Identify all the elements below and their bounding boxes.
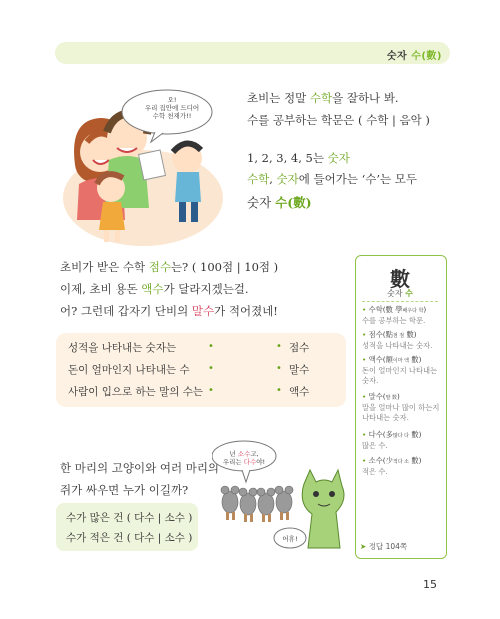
- hanja-note: 적다 소: [392, 459, 409, 465]
- vocab-item-amount: [362, 355, 442, 386]
- vocab-desc: 성적을 나타내는 숫자.: [362, 341, 433, 350]
- intro-line-1: [247, 90, 399, 106]
- text-span: 數): [404, 330, 417, 339]
- text-span: 가 달라지겠는걸.: [163, 282, 249, 296]
- bubble-line: 우리 집안에 드디어: [144, 104, 200, 112]
- highlight-amount: 액수: [141, 282, 164, 296]
- text-span: 숫자: [387, 289, 406, 298]
- intro-line-3: [247, 150, 350, 166]
- matching-dot-left[interactable]: •: [208, 385, 214, 396]
- intro-line-5: [247, 193, 312, 211]
- text-span: 수: [405, 289, 413, 298]
- text-span: ,: [269, 172, 277, 186]
- vocab-term: 수학(數 學: [368, 305, 403, 314]
- vocab-desc: 수를 공부하는 학문.: [362, 316, 426, 325]
- text-span: 야!: [256, 458, 266, 466]
- text-span: 넌: [229, 450, 238, 458]
- bullet: •: [362, 392, 367, 401]
- text-span: 1, 2, 3, 4, 5는: [247, 151, 328, 165]
- text-span: ): [397, 392, 400, 401]
- matching-right: 말수: [289, 364, 310, 376]
- bubble-line: [219, 450, 269, 458]
- vocab-term: 말수(: [368, 392, 386, 401]
- highlight-math: 수학: [309, 91, 333, 105]
- page-number: 15: [423, 578, 437, 591]
- vocab-desc: 돈이 얼마인지 나타내는: [362, 366, 438, 375]
- text-span: ): [423, 305, 427, 314]
- matching-list: [68, 340, 338, 406]
- text-span: 는? ( 100점 | 10점 ): [170, 260, 279, 274]
- vocab-term: 소수(少: [368, 456, 393, 465]
- matching-dot-right[interactable]: •: [276, 385, 282, 396]
- hanja-note: 이마 액: [392, 358, 409, 364]
- matching-right: 액수: [289, 386, 310, 398]
- text-span: 숫자: [247, 195, 276, 210]
- text-span: 초비가 받은 수학: [60, 260, 149, 274]
- bubble-line: 오!: [167, 96, 177, 104]
- vocab-item-words: [362, 392, 442, 423]
- bullet: •: [362, 430, 367, 439]
- highlight-numeral: 숫자: [276, 172, 299, 186]
- text-span: 우리는: [222, 458, 244, 466]
- text-span: 어? 그런데 갑자기 단비의: [60, 304, 192, 318]
- vocab-desc: 숫자.: [362, 376, 379, 385]
- highlight-math: 수학: [247, 172, 270, 186]
- text-span: 數): [408, 456, 422, 465]
- sidebar-hanja: 數: [390, 267, 410, 291]
- vocab-term: 액수(額: [368, 355, 393, 364]
- answer-label: 정답: [368, 542, 384, 551]
- text-span: 數): [408, 355, 422, 364]
- quiz1-line-3: [60, 303, 278, 319]
- cat-speech-bubble: 어휴!: [282, 535, 298, 543]
- highlight-minority: 소수: [237, 450, 251, 458]
- matching-dot-left[interactable]: •: [208, 363, 214, 374]
- bullet: •: [362, 355, 367, 364]
- family-speech-bubble: [127, 96, 217, 120]
- matching-dot-right[interactable]: •: [276, 363, 282, 374]
- sidebar-title: [372, 288, 428, 299]
- text-span: 이제, 초비 용돈: [60, 282, 142, 296]
- bullet: •: [362, 330, 367, 339]
- text-span: 초비는 정말: [247, 91, 310, 105]
- quiz2-option-many[interactable]: 수가 많은 건 ( 다수 | 소수 ): [66, 512, 193, 524]
- intro-line-4: [247, 171, 417, 187]
- matching-left: 사람이 입으로 하는 말의 수는: [68, 386, 204, 398]
- quiz1-line-2: [60, 281, 249, 297]
- arrow-icon: ➤: [360, 542, 367, 551]
- matching-dot-right[interactable]: •: [276, 341, 282, 352]
- matching-right: 점수: [289, 342, 310, 354]
- matching-left: 돈이 얼마인지 나타내는 수: [68, 364, 190, 376]
- intro-question: 수를 공부하는 학문은 ( 수학 | 음악 ): [247, 113, 430, 127]
- matching-row: [68, 340, 338, 362]
- vocab-item-majority: [362, 430, 442, 451]
- hanja-note: 점 점: [392, 333, 405, 339]
- hanja-note: 말 数: [385, 395, 398, 401]
- matching-row: [68, 384, 338, 406]
- highlight-numeral: 숫자: [327, 151, 350, 165]
- sidebar-divider: [362, 301, 438, 302]
- quiz2-line-2: 쥐가 싸우면 누가 이길까?: [60, 483, 189, 497]
- text-span: 을 잘하나 봐.: [332, 91, 399, 105]
- bubble-line: [219, 458, 269, 466]
- vocab-item-math: [362, 305, 442, 326]
- vocab-term: 다수(多: [368, 430, 393, 439]
- quiz2-line-1: 한 마리의 고양이와 여러 마리의: [60, 461, 220, 475]
- bullet: •: [362, 305, 367, 314]
- vocab-item-score: [362, 330, 442, 351]
- vocab-item-minority: [362, 456, 442, 477]
- matching-row: [68, 362, 338, 384]
- quiz2-option-few[interactable]: 수가 적은 건 ( 다수 | 소수 ): [66, 532, 193, 544]
- header-title: [387, 47, 442, 62]
- header-topic: 숫자: [386, 51, 408, 62]
- hanja-note: 배우다 학: [402, 308, 424, 314]
- highlight-majority: 다수: [243, 458, 257, 466]
- matching-left: 성적을 나타내는 숫자는: [68, 342, 177, 354]
- text-span: 고,: [250, 450, 259, 458]
- vocab-desc: 말을 얼마나 많이 하는지: [362, 403, 440, 412]
- vocab-desc: 나타내는 숫자.: [362, 413, 409, 422]
- bullet: •: [362, 456, 367, 465]
- text-span: 에 들어가는 ‘수’는 모두: [298, 172, 418, 186]
- matching-dot-left[interactable]: •: [208, 341, 214, 352]
- highlight-words: 말수: [191, 304, 215, 318]
- answer-page: 104쪽: [385, 542, 408, 551]
- answer-note: [360, 541, 407, 552]
- vocab-desc: 적은 수.: [362, 467, 388, 476]
- highlight-score: 점수: [148, 260, 171, 274]
- mice-speech-bubble: [219, 450, 269, 466]
- vocab-term: 점수(點: [368, 330, 393, 339]
- text-span: 數): [408, 430, 422, 439]
- highlight-hanja: 수(數): [275, 195, 312, 210]
- text-span: 가 적어졌네!: [214, 304, 278, 318]
- header-hanja: 수(數): [411, 51, 442, 62]
- hanja-note: 많다 다: [392, 433, 409, 439]
- vocab-desc: 많은 수.: [362, 441, 388, 450]
- bubble-line: 수학 천재가!!: [152, 112, 192, 120]
- quiz1-line-1: [60, 259, 278, 275]
